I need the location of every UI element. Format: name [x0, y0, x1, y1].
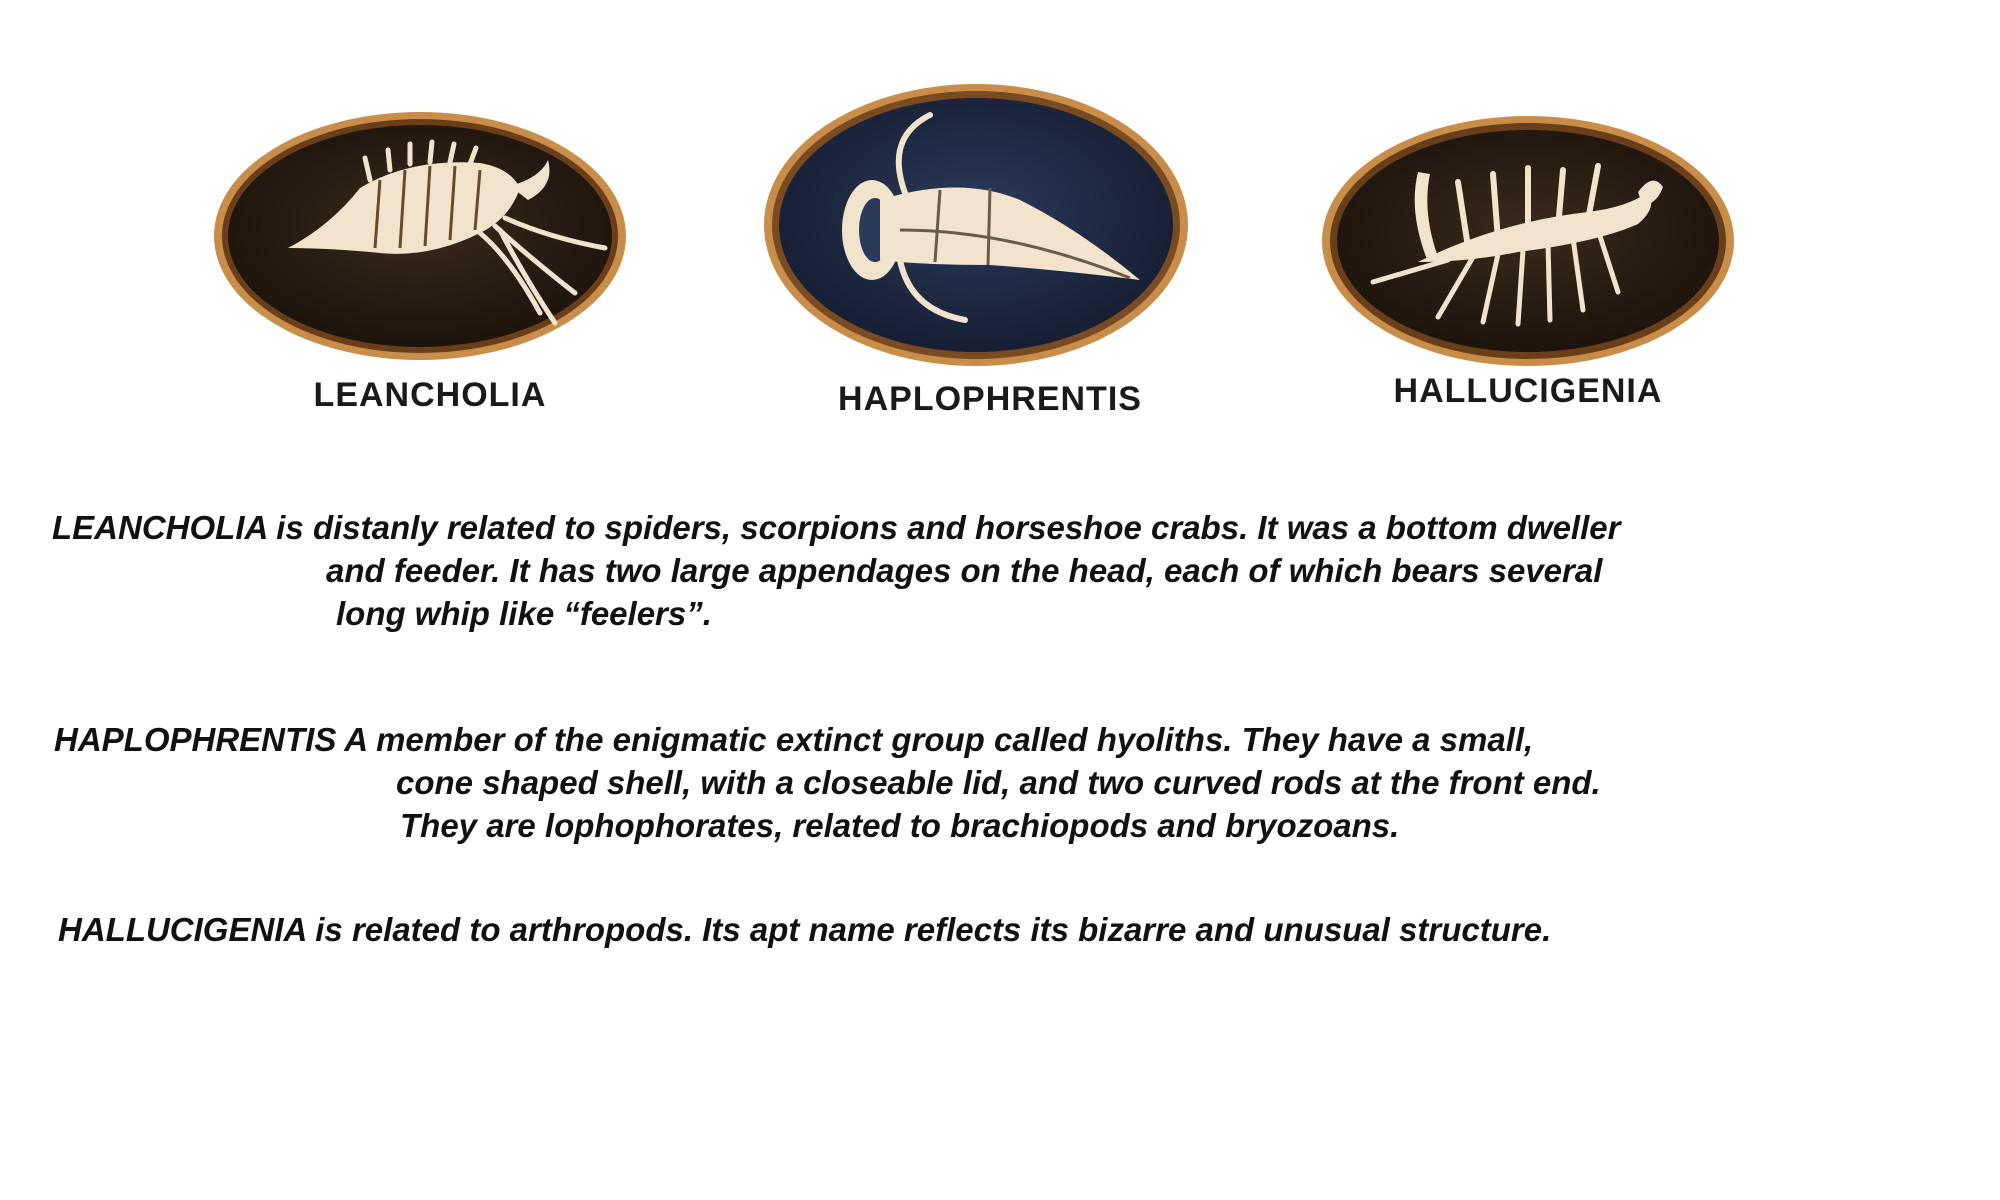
leancholia-caption: LEANCHOLIA: [313, 376, 547, 414]
hallucigenia-caption: HALLUCIGENIA: [1393, 372, 1663, 410]
hallucigenia-fossil-icon: [1318, 112, 1738, 370]
haplophrentis-fossil-icon: [760, 80, 1192, 370]
haplophrentis-caption: HAPLOPHRENTIS: [838, 380, 1142, 418]
description-line: They are lophophorates, related to brachiopods and bryozoans.: [400, 807, 1400, 844]
description-line: long whip like “feelers”.: [336, 595, 712, 632]
description-line: LEANCHOLIA is distanly related to spiders, scorpions and horseshoe crabs. It was a bottom dweller: [52, 509, 1621, 546]
description-line: HAPLOPHRENTIS A member of the enigmatic extinct group called hyoliths. They have a small,: [54, 721, 1534, 758]
description-line: cone shaped shell, with a closeable lid, and two curved rods at the front end.: [396, 764, 1601, 801]
leancholia-description: [52, 506, 1620, 635]
hallucigenia-description: [58, 908, 1551, 951]
leancholia-fossil-icon: [210, 108, 630, 364]
leancholia-medallion: [210, 108, 630, 364]
haplophrentis-medallion: [760, 80, 1192, 370]
haplophrentis-description: [54, 718, 1601, 847]
description-line: and feeder. It has two large appendages on the head, each of which bears several: [326, 552, 1603, 589]
description-line: HALLUCIGENIA is related to arthropods. Its apt name reflects its bizarre and unusual structure.: [58, 911, 1552, 948]
hallucigenia-medallion: [1318, 112, 1738, 370]
